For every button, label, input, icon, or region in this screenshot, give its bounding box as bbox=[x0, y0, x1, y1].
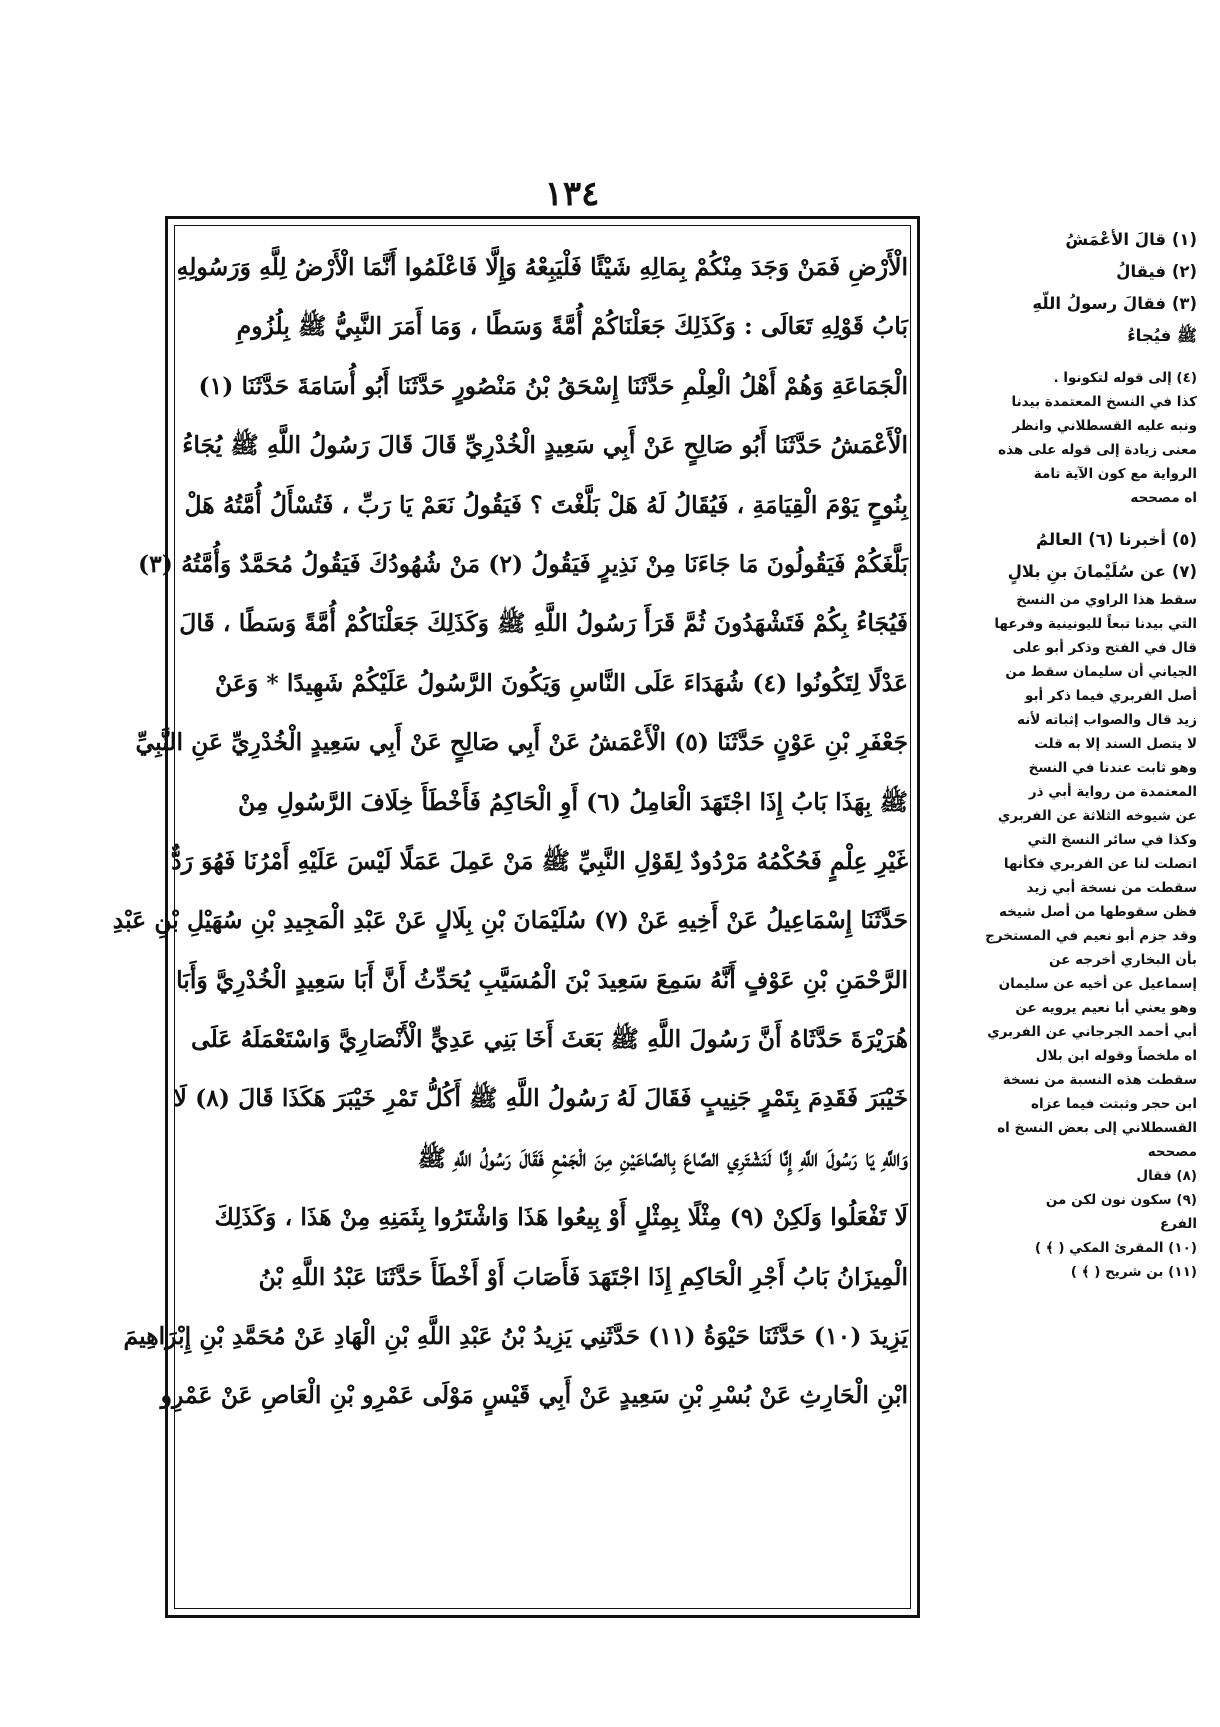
margin-note: لا يتصل السند إلا به قلت bbox=[1034, 736, 1197, 752]
margin-note: الرواية مع كون الآية تامة bbox=[1033, 466, 1197, 482]
margin-note: ﷺ فيُجاءُ bbox=[1127, 326, 1197, 345]
margin-note: الجياني أن سليمان سقط من bbox=[1005, 664, 1197, 680]
margin-note: الفرع bbox=[1159, 1216, 1197, 1232]
margin-note: سقطت من نسخة أبي زيد bbox=[1026, 880, 1197, 896]
margin-note: فظن سقوطها من أصل شيخه bbox=[998, 904, 1197, 920]
margin-notes bbox=[935, 224, 1197, 1284]
margin-note: اتصلت لنا عن الفربري فكأنها bbox=[1003, 856, 1197, 872]
text-line: فَيُجَاءُ بِكُمْ فَتَشْهَدُونَ ثُمَّ قَرَأَ رَسُولُ اللَّهِ ﷺ وَكَذَلِكَ جَعَلْنَاكُمْ أُمَّةً وَسَطًا ، قَالَ bbox=[179, 609, 908, 638]
margin-note: المعتمدة من رواية أبي ذر bbox=[1028, 784, 1197, 800]
margin-note: سقط هذا الراوي من النسخ bbox=[1016, 592, 1197, 608]
text-line: غَيْرِ عِلْمٍ فَحُكْمُهُ مَرْدُودٌ لِقَوْلِ النَّبِيِّ ﷺ مَنْ عَمِلَ عَمَلًا لَيْسَ عَلَيْهِ أَمْرُنَا فَهُوَ رَدٌّ bbox=[171, 846, 908, 875]
text-line: ابْنِ الْحَارِثِ عَنْ بُسْرِ بْنِ سَعِيدٍ عَنْ أَبِي قَيْسٍ مَوْلَى عَمْرِو بْنِ الْعَاصِ عَنْ عَمْرِو bbox=[160, 1381, 908, 1410]
text-line: حَدَّثَنَا إِسْمَاعِيلُ عَنْ أَخِيهِ عَنْ (٧) سُلَيْمَانَ بْنِ بِلَالٍ عَنْ عَبْدِ الْمَجِيدِ بْنِ سُهَيْلِ بْنِ عَبْدِ bbox=[112, 906, 908, 935]
text-line: ﷺ بِهَذَا بَابُ إِذَا اجْتَهَدَ الْعَامِلُ (٦) أَوِ الْحَاكِمُ فَأَخْطَأَ خِلَافَ الرَّسُولِ مِنْ bbox=[238, 787, 908, 816]
margin-note: (٤) إلى قوله لتكونوا . bbox=[1053, 370, 1197, 386]
margin-note: التي بيدنا تبعاً لليونينية وفرعها bbox=[994, 616, 1197, 632]
text-line: جَعْفَرِ بْنِ عَوْنٍ حَدَّثَنَا (٥) الْأَعْمَشُ عَنْ أَبِي صَالِحٍ عَنْ أَبِي سَعِيدٍ الْخُدْرِيِّ عَنِ النَّبِيِّ bbox=[135, 728, 908, 757]
margin-note: سقطت هذه النسبة من نسخة bbox=[1002, 1072, 1197, 1088]
margin-note: معنى زيادة إلى قوله على هذه bbox=[998, 442, 1197, 458]
margin-note: وهو ثابت عندنا في النسخ bbox=[1028, 760, 1197, 776]
margin-note: (١١) بن شريح ( ﴾ ) bbox=[1070, 1264, 1197, 1280]
text-line: الْجَمَاعَةِ وَهُمْ أَهْلُ الْعِلْمِ حَدَّثَنَا إِسْحَقُ بْنُ مَنْصُورٍ حَدَّثَنَا أَبُو أُسَامَةَ حَدَّثَنَا (١) bbox=[198, 371, 908, 400]
margin-note: مصححه bbox=[1147, 1144, 1197, 1160]
text-line: عَدْلًا لِتَكُونُوا (٤) شُهَدَاءَ عَلَى النَّاسِ وَيَكُونَ الرَّسُولُ عَلَيْكُمْ شَهِيدًا * وَعَنْ bbox=[214, 668, 908, 697]
margin-note: (١) قالَ الأعْمَشُ bbox=[1065, 230, 1197, 249]
margin-note: أصل الفربري فيما ذكر أبو bbox=[1025, 688, 1197, 704]
text-line: الرَّحْمَنِ بْنِ عَوْفٍ أَنَّهُ سَمِعَ سَعِيدَ بْنَ الْمُسَيَّبِ يُحَدِّثُ أَنَّ أَبَا سَعِيدٍ الْخُدْرِيَّ وَأَبَا bbox=[176, 965, 908, 994]
margin-note: اه مصححه bbox=[1130, 490, 1197, 506]
margin-note: (٢) فيقالُ bbox=[1116, 262, 1197, 281]
margin-note: ونبه عليه القسطلاني وانظر bbox=[1012, 418, 1197, 434]
margin-note: (٣) فقالَ رسولُ اللّهِ bbox=[1032, 294, 1197, 313]
text-line: يَزِيدَ (١٠) حَدَّثَنَا حَيْوَةُ (١١) حَدَّثَنِي يَزِيدُ بْنُ عَبْدِ اللَّهِ بْنِ الْهَادِ عَنْ مُحَمَّدِ بْنِ إِبْرَاهِيمَ bbox=[123, 1322, 908, 1351]
margin-note: وكذا في سائر النسخ التي bbox=[1027, 832, 1197, 848]
margin-note: وقد جزم أبو نعيم في المستخرج bbox=[985, 928, 1197, 944]
text-line: خَيْبَرَ فَقَدِمَ بِتَمْرٍ جَنِيبٍ فَقَالَ لَهُ رَسُولُ اللَّهِ ﷺ أَكُلُّ تَمْرِ خَيْبَرَ هَكَذَا قَالَ (٨) لَا bbox=[173, 1084, 908, 1113]
margin-note: بأن البخاري أخرجه عن bbox=[1049, 952, 1197, 968]
margin-note: زيد قال والصواب إثباته لأنه bbox=[1017, 712, 1197, 728]
margin-note: أبي أحمد الجرجاني عن الفربري bbox=[987, 1024, 1197, 1040]
margin-note: (٨) فقال bbox=[1136, 1168, 1197, 1184]
text-line: بَابُ قَوْلِهِ تَعَالَى : وَكَذَلِكَ جَعَلْنَاكُمْ أُمَّةً وَسَطًا ، وَمَا أَمَرَ النَّبِيُّ ﷺ بِلُزُومِ bbox=[236, 312, 908, 341]
margin-note: القسطلاني إلى بعض النسخ اه bbox=[997, 1120, 1197, 1136]
margin-note: ابن حجر وثبتت فيما عزاه bbox=[1031, 1096, 1197, 1112]
margin-note: اه ملخصاً وقوله ابن بلال bbox=[1035, 1048, 1197, 1064]
text-line: بِنُوحٍ يَوْمَ الْقِيَامَةِ ، فَيُقَالُ لَهُ هَلْ بَلَّغْتَ ؟ فَيَقُولُ نَعَمْ يَا رَبِّ ، فَتُسْأَلُ أُمَّتُهُ هَلْ bbox=[184, 490, 908, 519]
margin-note: (٧) عن سُلَيْمانَ بنِ بلالٍ bbox=[1007, 562, 1197, 581]
text-line: لَا تَفْعَلُوا وَلَكِنْ (٩) مِثْلًا بِمِثْلٍ أَوْ بِيعُوا هَذَا وَاشْتَرُوا بِثَمَنِهِ مِنْ هَذَا ، وَكَذَلِكَ bbox=[214, 1203, 908, 1232]
main-text-column bbox=[112, 238, 908, 1608]
text-line: الْأَعْمَشُ حَدَّثَنَا أَبُو صَالِحٍ عَنْ أَبِي سَعِيدٍ الْخُدْرِيِّ قَالَ قَالَ رَسُولُ اللَّهِ ﷺ يُجَاءُ bbox=[182, 431, 908, 460]
margin-note: عن شيوخه الثلاثة عن الفربري bbox=[997, 808, 1197, 824]
margin-note: وهو يعني أبا نعيم يرويه عن bbox=[1015, 1000, 1197, 1016]
margin-note: (٥) أخبرنا (٦) العالمُ bbox=[1036, 530, 1197, 549]
margin-note: (٩) سكون نون لكن من bbox=[1045, 1192, 1197, 1208]
text-line: وَاللَّهِ يَا رَسُولَ اللَّهِ إِنَّا لَنَشْتَرِي الصَّاعَ بِالصَّاعَيْنِ مِنَ الْجَمْعِ فَقَالَ رَسُولُ اللَّهِ ﷺ bbox=[417, 1143, 908, 1172]
text-line: الْمِيزَانُ بَابُ أَجْرِ الْحَاكِمِ إِذَا اجْتَهَدَ فَأَصَابَ أَوْ أَخْطَأَ حَدَّثَنَا عَبْدُ اللَّهِ بْنُ bbox=[258, 1262, 908, 1291]
margin-note: (١٠) المقرئ المكي ( ﴾ ) bbox=[1034, 1240, 1197, 1256]
text-line: الْأَرْضِ فَمَنْ وَجَدَ مِنْكُمْ بِمَالِهِ شَيْئًا فَلْيَبِعْهُ وَإِلَّا فَاعْلَمُوا أَنَّمَا الْأَرْضُ لِلَّهِ وَرَسُولِهِ bbox=[176, 253, 908, 281]
text-line: بَلَّغَكُمْ فَيَقُولُونَ مَا جَاءَنَا مِنْ نَذِيرٍ فَيَقُولُ (٢) مَنْ شُهُودُكَ فَيَقُولُ مُحَمَّدٌ وَأُمَّتُهُ (٣) bbox=[138, 549, 908, 578]
margin-note: إسماعيل عن أخيه عن سليمان bbox=[998, 976, 1197, 992]
margin-note: قال في الفتح وذكر أبو على bbox=[1012, 640, 1197, 656]
text-line: هُرَيْرَةَ حَدَّثَاهُ أَنَّ رَسُولَ اللَّهِ ﷺ بَعَثَ أَخَا بَنِي عَدِيٍّ الْأَنْصَارِيَّ وَاسْتَعْمَلَهُ عَلَى bbox=[191, 1025, 908, 1054]
margin-note: كذا في النسخ المعتمدة بيدنا bbox=[1011, 394, 1197, 410]
page-number: ١٣٤ bbox=[544, 174, 600, 214]
